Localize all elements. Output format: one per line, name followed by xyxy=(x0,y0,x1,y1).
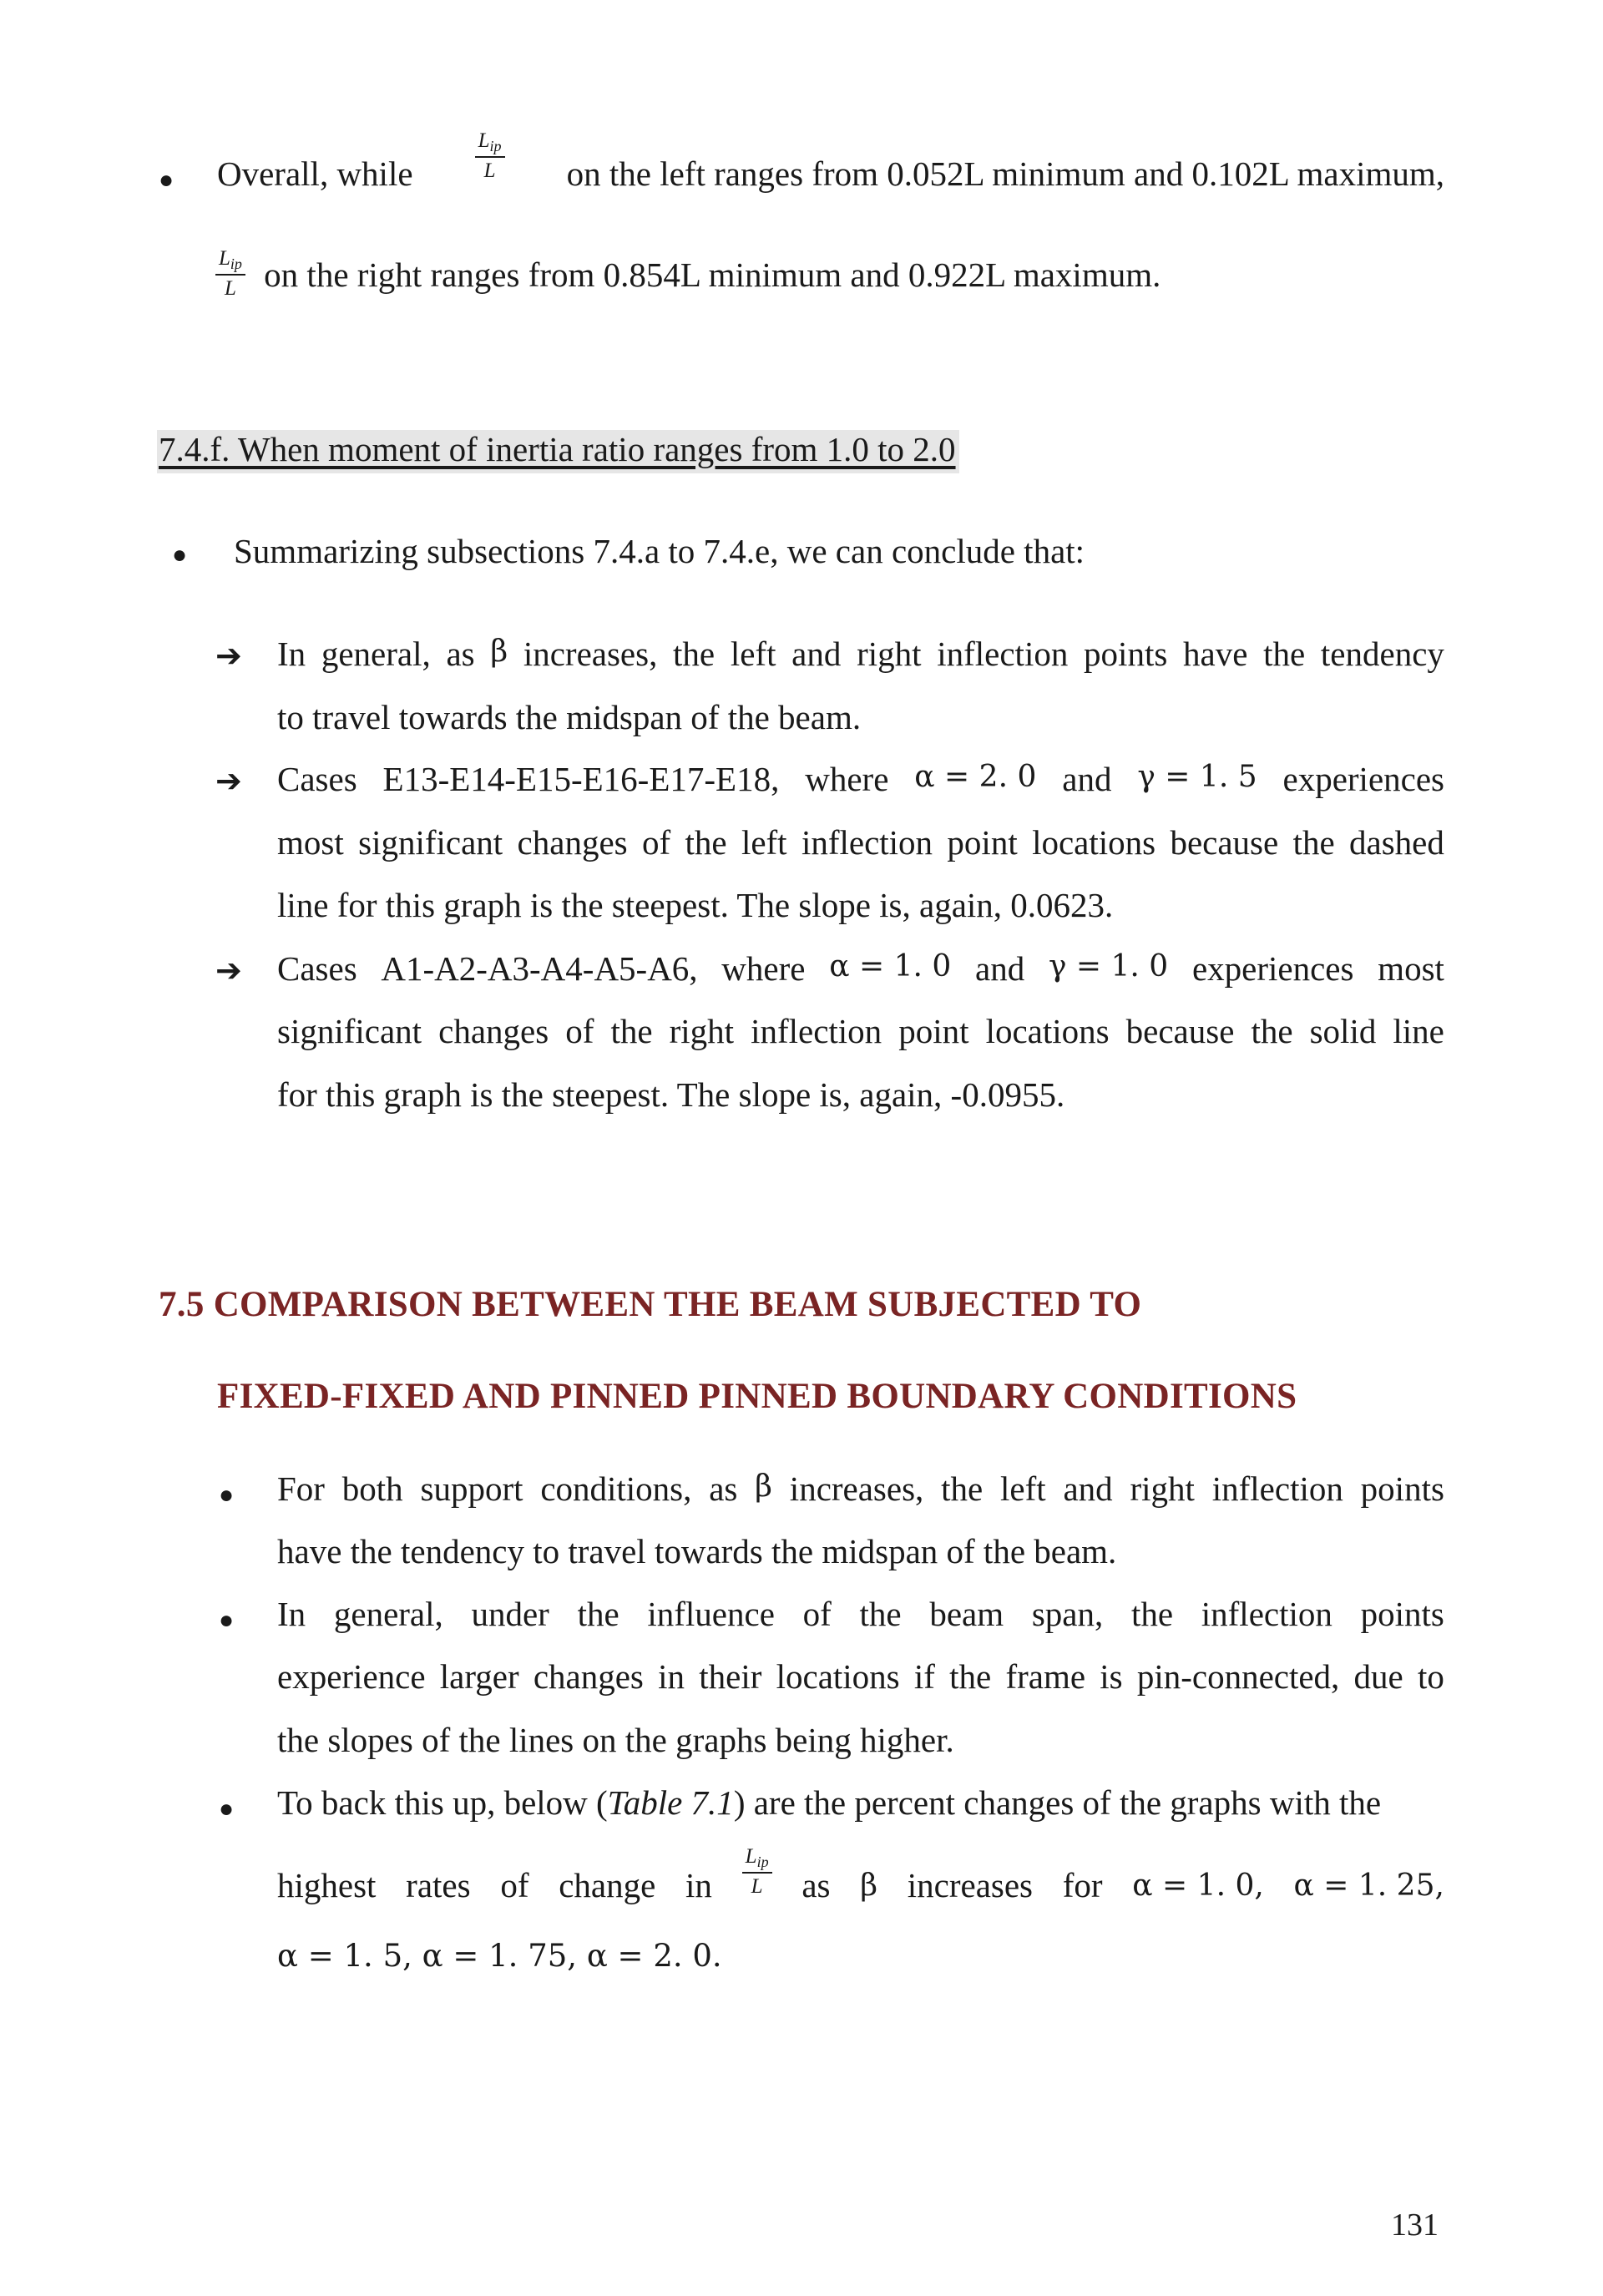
summary-text: Summarizing subsections 7.4.a to 7.4.e, we can conclude that: xyxy=(234,532,1085,570)
overall-line-2-text: on the right ranges from 0.854L minimum and 0.922L maximum. xyxy=(264,255,1161,294)
lip-over-l-fraction: $\frac{L_{ip}}{L}$ xyxy=(215,248,245,299)
arrow-1-line-2: to travel towards the midspan of the beam. xyxy=(277,698,862,736)
arrow-1-line-1: In general, as β increases, the left and right inflection points have the tendency xyxy=(277,635,1444,673)
bullet-2-line-3: the slopes of the lines on the graphs being higher. xyxy=(277,1721,954,1759)
section-heading-line-1: 7.5 COMPARISON BETWEEN THE BEAM SUBJECTED TO xyxy=(159,1285,1142,1324)
arrow-3-line-2: significant changes of the right inflection point locations because the solid line xyxy=(277,1012,1444,1050)
table-reference: Table 7.1 xyxy=(607,1783,734,1822)
arrow-2-line-1: Cases E13-E14-E15-E16-E17-E18, where α = 2. 0 and γ = 1. 5 experiences xyxy=(277,760,1444,798)
bullet-dot: ● xyxy=(219,1481,235,1509)
bullet-3-line-2: highest rates of change in $\frac{L_{ip}}{L}$ as β increases for α = 1. 0, α = 1. 25, xyxy=(277,1845,1444,1904)
overall-text-pre: Overall, while xyxy=(217,154,413,193)
bullet-dot: ● xyxy=(219,1795,235,1823)
arrow-3-line-1: Cases A1-A2-A3-A4-A5-A6, where α = 1. 0 and γ = 1. 0 experiences most xyxy=(277,949,1444,988)
arrow-icon: ➔ xyxy=(215,637,242,674)
arrow-2-line-3: line for this graph is the steepest. The slope is, again, 0.0623. xyxy=(277,886,1114,924)
bullet-dot: ● xyxy=(159,166,174,194)
bullet-2-line-1: In general, under the influence of the beam span, the inflection points xyxy=(277,1595,1444,1633)
bullet-dot: ● xyxy=(172,541,188,569)
arrow-icon: ➔ xyxy=(215,762,242,799)
bullet-1-line-2: have the tendency to travel towards the midspan of the beam. xyxy=(277,1532,1117,1570)
arrow-2-line-2: most significant changes of the left inflection point locations because the dashed xyxy=(277,823,1444,862)
overall-line-1 xyxy=(217,129,1444,193)
sub-heading-text: 7.4.f. When moment of inertia ratio ranges from 1.0 to 2.0 xyxy=(157,430,959,473)
lip-over-l-fraction: $\frac{L_{ip}}{L}$ xyxy=(475,130,505,191)
sub-heading xyxy=(157,429,959,469)
overall-line-2 xyxy=(215,247,1161,304)
bullet-dot: ● xyxy=(219,1606,235,1634)
overall-text-post: on the left ranges from 0.052L minimum and 0.102L maximum, xyxy=(566,154,1444,193)
section-heading-line-2: FIXED-FIXED AND PINNED PINNED BOUNDARY CONDITIONS xyxy=(217,1377,1297,1416)
page-number: 131 xyxy=(1391,2207,1439,2243)
bullet-3-line-1: To back this up, below (Table 7.1) are the percent changes of the graphs with the xyxy=(277,1783,1382,1822)
bullet-2-line-2: experience larger changes in their locations if the frame is pin-connected, due to xyxy=(277,1657,1444,1696)
bullet-3-line-3: α = 1. 5, α = 1. 75, α = 2. 0. xyxy=(277,1938,722,1974)
arrow-icon: ➔ xyxy=(215,952,242,989)
lip-over-l-fraction: $\frac{L_{ip}}{L}$ xyxy=(742,1846,772,1897)
arrow-3-line-3: for this graph is the steepest. The slope is, again, -0.0955. xyxy=(277,1075,1065,1114)
bullet-1-line-1: For both support conditions, as β increases, the left and right inflection points xyxy=(277,1469,1444,1508)
